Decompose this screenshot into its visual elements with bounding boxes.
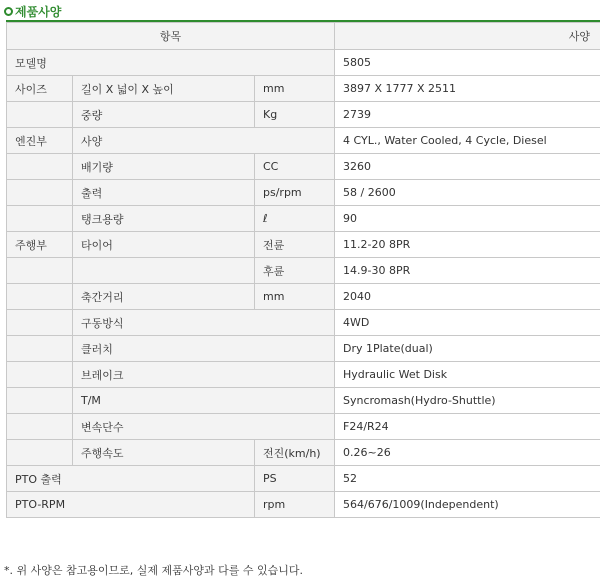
disclaimer-note: *. 위 사양은 참고용이므로, 실제 제품사양과 다를 수 있습니다.	[4, 564, 303, 577]
row-value: Dry 1Plate(dual)	[335, 336, 600, 362]
row-unit: PS	[255, 466, 335, 492]
group-label: 사이즈	[7, 76, 73, 102]
row-value: 3897 X 1777 X 2511	[335, 76, 600, 102]
group-cell	[7, 206, 73, 232]
row-value: 4 CYL., Water Cooled, 4 Cycle, Diesel	[335, 128, 600, 154]
table-row	[7, 206, 600, 232]
row-value: 2040	[335, 284, 600, 310]
row-value: 11.2-20 8PR	[335, 232, 600, 258]
row-label: 사양	[73, 128, 335, 154]
table-row	[7, 388, 600, 414]
row-label: 변속단수	[73, 414, 335, 440]
group-cell	[7, 440, 73, 466]
row-label: PTO-RPM	[7, 492, 255, 518]
row-value: 2739	[335, 102, 600, 128]
group-label: 엔진부	[7, 128, 73, 154]
row-unit: mm	[255, 284, 335, 310]
row-label: 구동방식	[73, 310, 335, 336]
group-cell	[7, 414, 73, 440]
group-cell	[7, 310, 73, 336]
group-cell	[7, 362, 73, 388]
group-cell	[7, 388, 73, 414]
group-cell	[7, 154, 73, 180]
row-value: 564/676/1009(Independent)	[335, 492, 600, 518]
table-row	[7, 258, 600, 284]
spec-table	[6, 22, 600, 518]
row-unit: ps/rpm	[255, 180, 335, 206]
header-item: 항목	[7, 23, 335, 50]
table-row	[7, 128, 600, 154]
group-cell	[7, 180, 73, 206]
table-row	[7, 336, 600, 362]
row-unit: CC	[255, 154, 335, 180]
row-label: 탱크용량	[73, 206, 255, 232]
circle-bullet-icon	[4, 7, 13, 16]
row-unit: 전륜	[255, 232, 335, 258]
row-value: Hydraulic Wet Disk	[335, 362, 600, 388]
table-row	[7, 492, 600, 518]
section-heading	[4, 3, 61, 19]
table-row	[7, 440, 600, 466]
row-value: Syncromash(Hydro-Shuttle)	[335, 388, 600, 414]
row-label: 중량	[73, 102, 255, 128]
row-unit: 전진(km/h)	[255, 440, 335, 466]
row-label: 주행속도	[73, 440, 255, 466]
row-value: 58 / 2600	[335, 180, 600, 206]
label-cell	[73, 258, 255, 284]
group-cell	[7, 258, 73, 284]
table-row	[7, 154, 600, 180]
group-cell	[7, 336, 73, 362]
row-value: 14.9-30 8PR	[335, 258, 600, 284]
table-row	[7, 362, 600, 388]
group-cell	[7, 102, 73, 128]
row-value: 4WD	[335, 310, 600, 336]
group-label: 주행부	[7, 232, 73, 258]
row-label: 클러치	[73, 336, 335, 362]
section-title: 제품사양	[15, 4, 62, 19]
row-label: 길이 X 넓이 X 높이	[73, 76, 255, 102]
table-row	[7, 180, 600, 206]
row-unit: Kg	[255, 102, 335, 128]
table-row	[7, 102, 600, 128]
table-row	[7, 466, 600, 492]
row-label: 모델명	[7, 50, 335, 76]
table-row	[7, 414, 600, 440]
row-value: 52	[335, 466, 600, 492]
row-unit: rpm	[255, 492, 335, 518]
row-label: 출력	[73, 180, 255, 206]
table-row	[7, 232, 600, 258]
row-label: 배기량	[73, 154, 255, 180]
row-value: 90	[335, 206, 600, 232]
row-value: 0.26~26	[335, 440, 600, 466]
header-spec: 사양	[335, 23, 600, 50]
row-label: 타이어	[73, 232, 255, 258]
row-value: 3260	[335, 154, 600, 180]
row-label: T/M	[73, 388, 335, 414]
row-unit: ℓ	[255, 206, 335, 232]
row-value: F24/R24	[335, 414, 600, 440]
table-row	[7, 284, 600, 310]
table-row	[7, 76, 600, 102]
row-value: 5805	[335, 50, 600, 76]
table-row	[7, 50, 600, 76]
table-header-row	[7, 23, 600, 50]
row-label: PTO 출력	[7, 466, 255, 492]
row-unit: 후륜	[255, 258, 335, 284]
row-label: 브레이크	[73, 362, 335, 388]
group-cell	[7, 284, 73, 310]
row-unit: mm	[255, 76, 335, 102]
table-row	[7, 310, 600, 336]
row-label: 축간거리	[73, 284, 255, 310]
